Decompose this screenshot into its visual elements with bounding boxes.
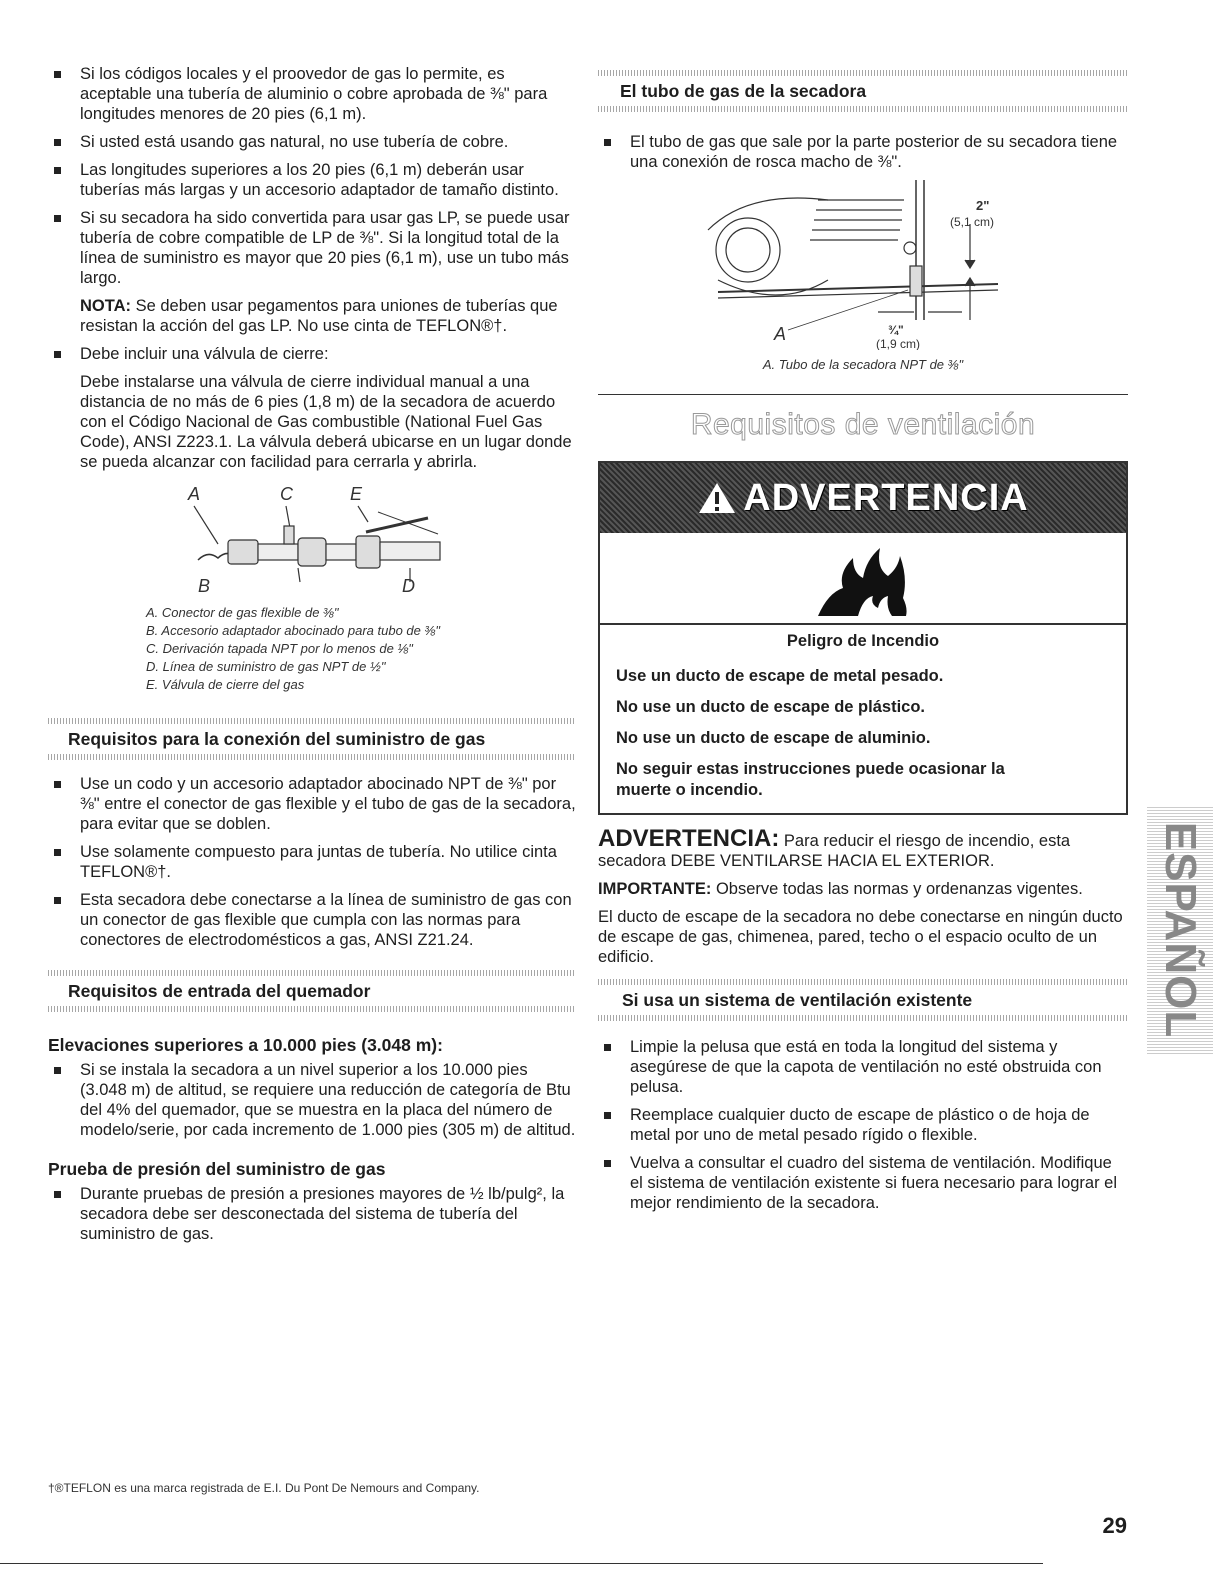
ducto-paragraph: El ducto de escape de la secadora no debe conectarse en ningún ducto de escape de gas, chimenea, pared, techo o el espacio oculto de un edificio.: [598, 908, 1123, 966]
section-heading-quemador: Requisitos de entrada del quemador: [68, 981, 371, 1001]
list-item: Use un codo y un accesorio adaptador abocinado NPT de ⅜" por ⅜" entre el conector de gas flexible y el tubo de gas de la secadora, para evitar que se doblen.: [48, 774, 576, 834]
label-a: A: [188, 484, 201, 504]
warning-line: Use un ducto de escape de metal pesado.: [616, 667, 944, 685]
label-b: B: [198, 576, 211, 596]
caption-line: D. Línea de suministro de gas NPT de ½": [146, 659, 386, 674]
warning-line: No use un ducto de escape de aluminio.: [616, 729, 931, 747]
section-heading-conexion: Requisitos para la conexión del suministro de gas: [68, 729, 486, 749]
importante-text: Observe todas las normas y ordenanzas vigentes.: [711, 880, 1083, 898]
divider: [598, 1015, 1128, 1021]
dryer-pipe-figure: [598, 180, 1128, 350]
note-paragraph: [48, 296, 576, 336]
importante-paragraph: [598, 879, 1128, 899]
dryer-pipe-list: [598, 132, 1128, 172]
valve-paragraph: Debe instalarse una válvula de cierre individual manual a una distancia de no más de 6 pies (1,8 m) de la secadora de acuerdo con el Código Nacional de Gas combustible (National Fuel Gas Code), ANSI Z223.1. La válvula deberá ubicarse en un lugar donde se pueda alcanzar con facilidad para cerrarla y abrirla.: [80, 373, 572, 471]
caption-line: B. Accesorio adaptador abocinado para tubo de ⅜": [146, 623, 440, 638]
list-item: Limpie la pelusa que está en toda la longitud del sistema y asegúrese de que la capota de ventilación no esté obstruida con pelusa.: [598, 1037, 1128, 1097]
gas-connector-figure: [48, 482, 576, 600]
fire-icon: [600, 533, 1126, 623]
warning-line: No seguir estas instrucciones puede ocasionar la muerte o incendio.: [616, 760, 1005, 799]
section-heading-tubo: El tubo de gas de la secadora: [620, 81, 867, 101]
warning-triangle-icon: [697, 481, 737, 515]
bottom-rule: [0, 1563, 1043, 1564]
warning-box: [598, 461, 1128, 815]
list-item: Si usted está usando gas natural, no use tubería de cobre.: [48, 132, 576, 152]
left-column: [48, 64, 576, 1252]
label-e: E: [350, 484, 363, 504]
subheading-elevaciones: Elevaciones superiores a 10.000 pies (3.048 m):: [48, 1035, 443, 1055]
divider: [598, 394, 1128, 395]
label-c: C: [280, 484, 293, 504]
note-label: NOTA:: [80, 297, 132, 315]
caption-line: C. Derivación tapada NPT por lo menos de ⅛": [146, 641, 413, 656]
dim-top-label: 2": [976, 198, 990, 213]
warning-title: ADVERTENCIA: [743, 477, 1029, 519]
dryer-pipe-diagram: [598, 180, 1128, 350]
pressure-test-list: [48, 1184, 576, 1244]
advertencia-label: ADVERTENCIA:: [598, 825, 780, 852]
valve-list: [48, 344, 576, 364]
warning-heading: Peligro de Incendio: [786, 632, 940, 650]
elevation-list: [48, 1060, 576, 1140]
list-item: El tubo de gas que sale por la parte posterior de su secadora tiene una conexión de rosca macho de ⅜".: [598, 132, 1128, 172]
divider: [598, 106, 1128, 112]
gas-connector-diagram: [48, 482, 576, 600]
page-number: 29: [1102, 1513, 1127, 1538]
ventilation-section-title: Requisitos de ventilación: [690, 408, 1036, 441]
figure-captions: [146, 604, 576, 694]
divider: [48, 970, 576, 976]
list-item: Vuelva a consultar el cuadro del sistema de ventilación. Modifique el sistema de ventilación existente si fuera necesario para lograr el mejor rendimiento de la secadora.: [598, 1153, 1128, 1213]
warning-body: [600, 631, 1126, 813]
list-item: Debe incluir una válvula de cierre:: [48, 344, 576, 364]
list-item: Si su secadora ha sido convertida para usar gas LP, se puede usar tubería de cobre compatible de LP de ⅜". Si la longitud total de la línea de suministro es mayor que 20 pies (6,1 m), use un tubo más largo.: [48, 208, 576, 288]
list-item: Durante pruebas de presión a presiones mayores de ½ lb/pulg², la secadora debe ser desconectada del sistema de tubería del suministro de gas.: [48, 1184, 576, 1244]
caption-line: A. Conector de gas flexible de ⅜": [146, 605, 339, 620]
right-column: [598, 70, 1128, 1221]
divider: [598, 979, 1128, 985]
dim-bottom-cm-label: (1,9 cm): [876, 337, 921, 350]
divider: [48, 718, 576, 724]
dryer-pipe-caption: A. Tubo de la secadora NPT de ⅜": [762, 357, 964, 372]
list-item: Use solamente compuesto para juntas de tubería. No utilice cinta TEFLON®†.: [48, 842, 576, 882]
footnote: †®TEFLON es una marca registrada de E.I. Du Pont De Nemours and Company.: [48, 1481, 480, 1495]
divider: [48, 754, 576, 760]
list-item: Esta secadora debe conectarse a la línea de suministro de gas con un conector de gas flexible que cumpla con las normas para conectores de electrodomésticos a gas, ANSI Z21.24.: [48, 890, 576, 950]
note-text: Se deben usar pegamentos para uniones de tuberías que resistan la acción del gas LP. No use cinta de TEFLON®†.: [80, 297, 558, 335]
advertencia-paragraph: [598, 825, 1128, 871]
list-item: Si se instala la secadora a un nivel superior a los 10.000 pies (3.048 m) de altitud, se requiere una reducción de categoría de Btu del 4% del quemador, que se muestra en la placa del número de modelo/serie, por cada incremento de 1.000 pies (305 m) de altitud.: [48, 1060, 576, 1140]
subheading-prueba: Prueba de presión del suministro de gas: [48, 1159, 386, 1179]
section-heading-existente: Si usa un sistema de ventilación existente: [622, 990, 973, 1010]
fig-label-a: A: [774, 324, 787, 344]
caption-line: E. Válvula de cierre del gas: [146, 677, 305, 692]
divider: [48, 1006, 576, 1012]
list-item: Reemplace cualquier ducto de escape de plástico o de hoja de metal por uno de metal pesado rígido o flexible.: [598, 1105, 1128, 1145]
dim-bottom-label: ¾": [888, 323, 904, 337]
dim-top-cm-label: (5,1 cm): [950, 215, 995, 229]
existing-system-list: [598, 1037, 1128, 1213]
warning-line: No use un ducto de escape de plástico.: [616, 698, 925, 716]
warning-bar: [600, 463, 1126, 533]
connection-list: [48, 774, 576, 950]
language-side-tab: [1147, 806, 1213, 1054]
list-item: Si los códigos locales y el proovedor de gas lo permite, es aceptable una tubería de aluminio o cobre aprobada de ⅜" para longitudes menores de 20 pies (6,1 m).: [48, 64, 576, 124]
gas-pipe-list: [48, 64, 576, 288]
advertencia-text: Para reducir el riesgo de incendio, esta secadora DEBE VENTILARSE HACIA EL EXTERIOR.: [598, 832, 1071, 870]
importante-label: IMPORTANTE:: [598, 880, 712, 898]
divider: [598, 70, 1128, 76]
list-item: Las longitudes superiores a los 20 pies (6,1 m) deberán usar tuberías más largas y un accesorio adaptador de tamaño distinto.: [48, 160, 576, 200]
language-tab-label: ESPAÑOL: [1156, 821, 1205, 1039]
label-d: D: [402, 576, 415, 596]
